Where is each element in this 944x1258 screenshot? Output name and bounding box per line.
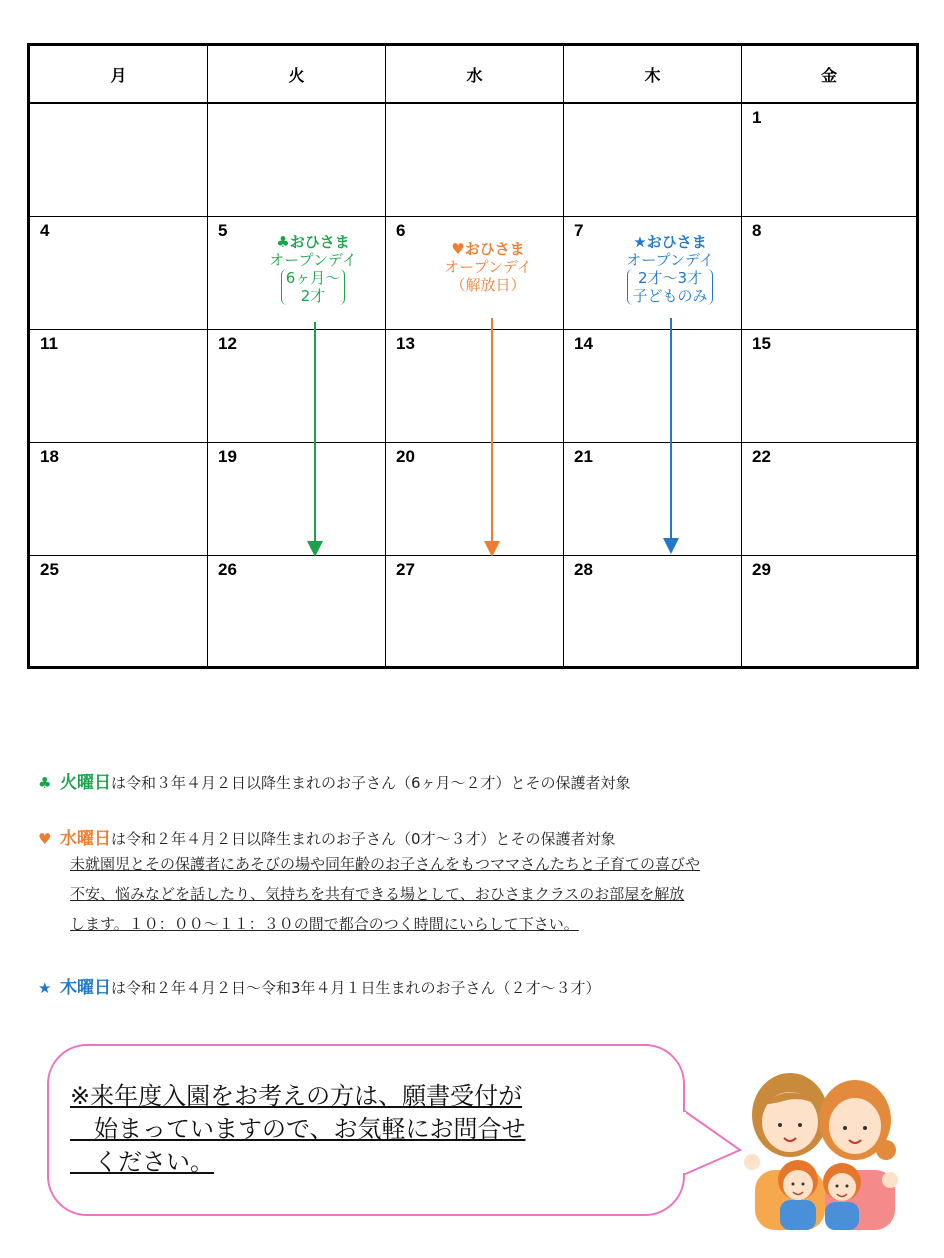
day-number: 21 bbox=[574, 447, 593, 466]
event-tuesday-age-2: 2才 bbox=[300, 287, 326, 305]
day-number: 4 bbox=[40, 221, 50, 240]
heart-icon: ♥ bbox=[38, 830, 52, 848]
day-number: 19 bbox=[218, 447, 237, 466]
calendar-day-cell bbox=[208, 556, 386, 666]
day-number: 25 bbox=[40, 560, 59, 579]
clover-icon: ♣ bbox=[38, 774, 52, 792]
legend-wednesday-day: 水曜日 bbox=[60, 829, 111, 849]
calendar-day-cell bbox=[208, 330, 386, 443]
legend-wednesday-text: は令和２年４月２日以降生まれのお子さん（0才～３才）とその保護者対象 bbox=[111, 830, 616, 848]
legend-wednesday-note-2: 不安、悩みなどを話したり、気持ちを共有できる場として、おひさまクラスのお部屋を解放 bbox=[70, 885, 685, 903]
calendar-day-cell bbox=[742, 330, 916, 443]
calendar-day-cell bbox=[30, 104, 208, 217]
day-number: 14 bbox=[574, 334, 593, 353]
calendar-day-cell bbox=[386, 443, 564, 556]
event-thursday-age-2: 子どものみ bbox=[632, 287, 708, 305]
event-thursday-subtitle: オープンデイ bbox=[626, 251, 714, 269]
day-number: 22 bbox=[752, 447, 771, 466]
day-number: 27 bbox=[396, 560, 415, 579]
event-wednesday-subtitle: オープンデイ bbox=[444, 258, 532, 276]
calendar-day-cell bbox=[30, 217, 208, 330]
calendar-day-cell bbox=[30, 330, 208, 443]
legend-tuesday-day: 火曜日 bbox=[60, 773, 111, 793]
calendar bbox=[27, 43, 919, 669]
day-number: 12 bbox=[218, 334, 237, 353]
weekday-header: 火 bbox=[208, 46, 386, 104]
day-number: 18 bbox=[40, 447, 59, 466]
calendar-day-cell bbox=[30, 443, 208, 556]
event-thursday-title: ★おひさま bbox=[633, 233, 707, 251]
day-number: 29 bbox=[752, 560, 771, 579]
calendar-day-cell bbox=[564, 443, 742, 556]
day-number: 28 bbox=[574, 560, 593, 579]
calendar-grid bbox=[30, 46, 916, 666]
event-thursday-age-1: 2才～3才 bbox=[637, 269, 703, 287]
calendar-day-cell bbox=[564, 104, 742, 217]
calendar-day-cell bbox=[30, 556, 208, 666]
day-number: 26 bbox=[218, 560, 237, 579]
day-number: 7 bbox=[574, 221, 584, 240]
day-number: 13 bbox=[396, 334, 415, 353]
weekday-header: 月 bbox=[30, 46, 208, 104]
bubble-line-3: ください。 bbox=[70, 1148, 214, 1176]
bubble-line-1: ※来年度入園をお考えの方は、願書受付が bbox=[70, 1082, 523, 1110]
day-number: 11 bbox=[40, 334, 58, 353]
day-number: 20 bbox=[396, 447, 415, 466]
calendar-day-cell bbox=[564, 330, 742, 443]
event-wednesday-note: （解放日） bbox=[450, 276, 526, 294]
legend-wednesday-note-1: 未就園児とその保護者にあそびの場や同年齢のお子さんをもつママさんたちと子育ての喜びや bbox=[70, 855, 701, 873]
event-thursday bbox=[600, 233, 740, 305]
star-icon: ★ bbox=[38, 979, 52, 997]
day-number: 15 bbox=[752, 334, 771, 353]
legend-wednesday-note-3: します。１０：００～１１：３０の間で都合のつく時間にいらして下さい。 bbox=[70, 915, 579, 933]
weekday-header: 木 bbox=[564, 46, 742, 104]
event-wednesday-title: ♥おひさま bbox=[451, 240, 525, 258]
weekday-header: 金 bbox=[742, 46, 916, 104]
legend-thursday-day: 木曜日 bbox=[60, 978, 111, 998]
calendar-day-cell bbox=[386, 104, 564, 217]
legend-thursday bbox=[38, 973, 601, 998]
calendar-day-cell bbox=[386, 330, 564, 443]
calendar-day-cell bbox=[208, 104, 386, 217]
family-illustration bbox=[730, 1050, 910, 1230]
calendar-day-cell bbox=[742, 443, 916, 556]
event-tuesday bbox=[248, 233, 378, 305]
calendar-day-cell bbox=[742, 556, 916, 666]
event-thursday-age bbox=[627, 269, 712, 305]
legend-wednesday bbox=[38, 824, 616, 849]
event-wednesday bbox=[418, 240, 558, 294]
day-number: 6 bbox=[396, 221, 406, 240]
calendar-day-cell bbox=[564, 556, 742, 666]
day-number: 1 bbox=[752, 108, 762, 127]
event-tuesday-age-1: 6ヶ月～ bbox=[285, 269, 341, 287]
event-tuesday-title: ♣おひさま bbox=[276, 233, 350, 251]
event-tuesday-subtitle: オープンデイ bbox=[269, 251, 357, 269]
day-number: 8 bbox=[752, 221, 762, 240]
calendar-day-cell bbox=[386, 556, 564, 666]
legend-tuesday-text: は令和３年４月２日以降生まれのお子さん（6ヶ月～２才）とその保護者対象 bbox=[111, 774, 631, 792]
event-tuesday-age bbox=[281, 269, 346, 305]
speech-bubble-text bbox=[70, 1080, 526, 1179]
weekday-header: 水 bbox=[386, 46, 564, 104]
day-number: 5 bbox=[218, 221, 228, 240]
bubble-line-2: 始まっていますので、お気軽にお問合せ bbox=[70, 1115, 526, 1143]
legend-thursday-text: は令和２年４月２日～令和3年４月１日生まれのお子さん（２才～３才） bbox=[111, 979, 601, 997]
calendar-day-cell bbox=[742, 104, 916, 217]
legend-tuesday bbox=[38, 768, 631, 793]
calendar-day-cell bbox=[742, 217, 916, 330]
calendar-day-cell bbox=[208, 443, 386, 556]
